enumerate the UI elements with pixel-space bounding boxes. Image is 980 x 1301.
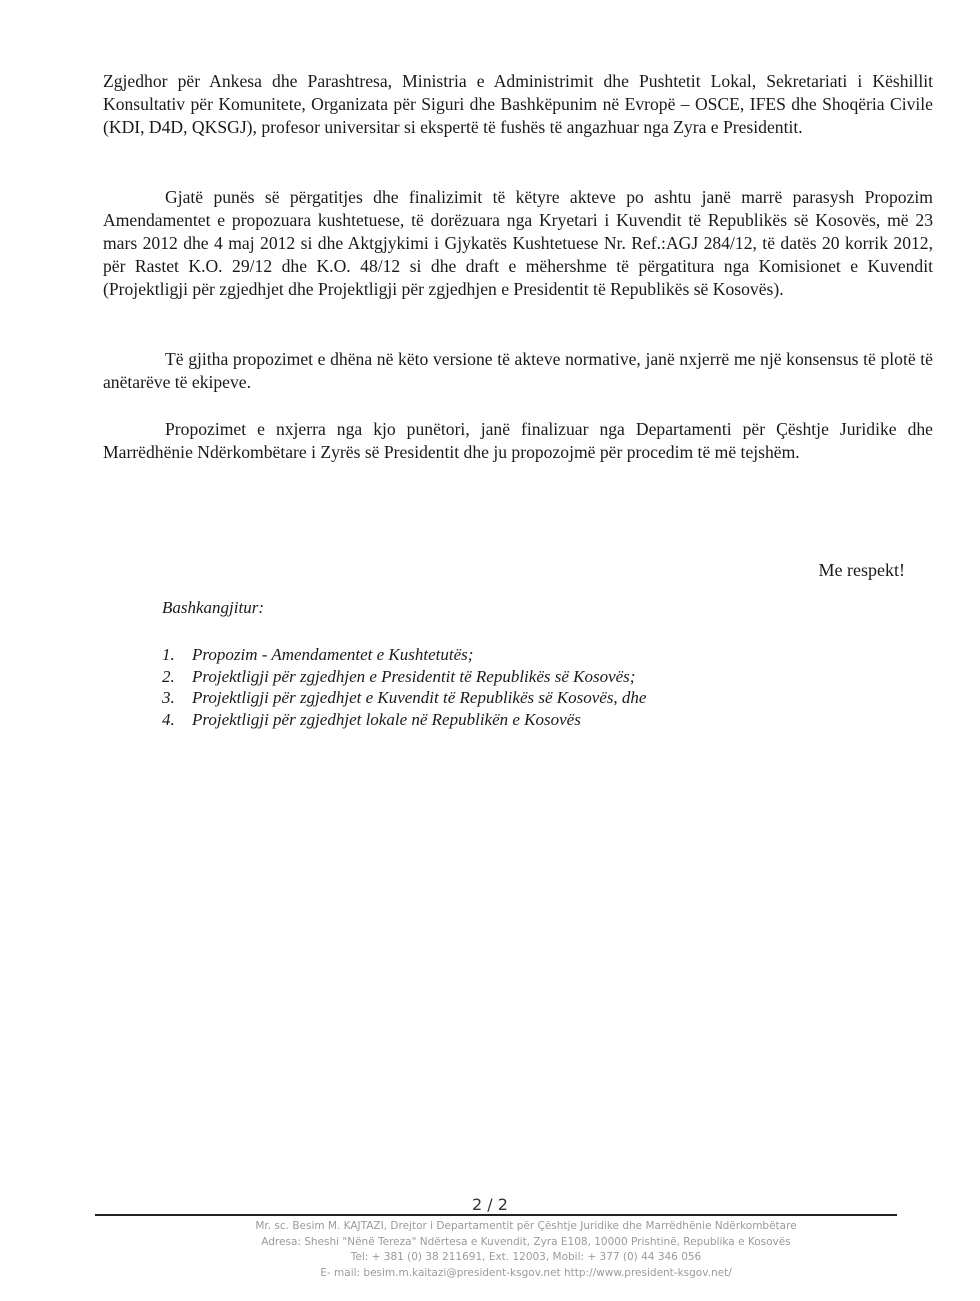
attachment-number: 4. [162, 709, 175, 729]
paragraph-1: Zgjedhor për Ankesa dhe Parashtresa, Ministria e Administrimit dhe Pushtetit Lokal, Sekretariati i Këshillit Konsultativ për Komunitete, Organizata për Siguri dhe Bashkëpunim në Evropë – OSCE, IFES dhe Shoqëria Civile (KDI, D4D, QKSGJ), profesor universitar si ekspertë të fushës të angazhuar nga Zyra e Presidentit. [103, 71, 933, 137]
attachment-item [162, 666, 646, 688]
paragraph-3: Të gjitha propozimet e dhëna në këto versione të akteve normative, janë nxjerrë me një konsensus të plotë të anëtarëve të ekipeve. [103, 349, 933, 392]
attachment-item [162, 687, 646, 709]
paragraph-4: Propozimet e nxjerra nga kjo punëtori, janë finalizuar nga Departamenti për Çështje Juridike dhe Marrëdhënie Ndërkombëtare i Zyrës së Presidentit dhe ju propozojmë për procedim të më tejshëm. [103, 419, 933, 462]
closing-salutation: Me respekt! [818, 560, 905, 580]
page-number: 2 / 2 [472, 1195, 508, 1214]
attachment-number: 2. [162, 666, 175, 686]
attachment-text: Projektligji për zgjedhjet lokale në Republikën e Kosovës [192, 709, 581, 729]
attachment-item [162, 644, 646, 666]
attachment-item [162, 709, 646, 731]
attachments-list [162, 644, 646, 730]
attachment-text: Projektligji për zgjedhjet e Kuvendit të Republikës së Kosovës, dhe [192, 688, 647, 707]
footer-signatory: Mr. sc. Besim M. KAJTAZI, Drejtor i Departamentit për Çështje Juridike dhe Marrëdhënie Ndërkombëtare [255, 1220, 797, 1232]
paragraph-2: Gjatë punës së përgatitjes dhe finalizimit të këtyre akteve po ashtu janë marrë parasysh Propozim Amendamentet e propozuara kushtetuese, të dorëzuara nga Kryetari i Kuvendit të Republikës së Kosovës, më 23 mars 2012 dhe 4 maj 2012 si dhe Aktgjykimi i Gjykatës Kushtetuese Nr. Ref.:AGJ 284/12, të datës 20 korrik 2012, për Rastet K.O. 29/12 dhe K.O. 48/12 si dhe draft e mëhershme të përgatitura nga Komisionet e Kuvendit (Projektligji për zgjedhjet dhe Projektligji për zgjedhjen e Presidentit të Republikës së Kosovës). [103, 187, 933, 299]
attachment-text: Propozim - Amendamentet e Kushtetutës; [192, 645, 474, 664]
footer-phone: Tel: + 381 (0) 38 211691, Ext. 12003, Mobil: + 377 (0) 44 346 056 [350, 1251, 702, 1264]
footer-contact: E- mail: besim.m.kaitazi@president-ksgov.net http://www.president-ksgov.net/ [320, 1266, 732, 1279]
attachments-title: Bashkangjitur: [162, 598, 264, 617]
attachment-text: Projektligji për zgjedhjen e Presidentit të Republikës së Kosovës; [192, 666, 636, 686]
footer-address: Adresa: Sheshi "Nënë Tereza" Ndërtesa e Kuvendit, Zyra E108, 10000 Prishtinë, Republika e Kosovës [261, 1235, 791, 1248]
attachment-number: 3. [162, 688, 175, 707]
footer [0, 1219, 980, 1281]
footer-divider [95, 1214, 897, 1216]
attachment-number: 1. [162, 645, 175, 664]
